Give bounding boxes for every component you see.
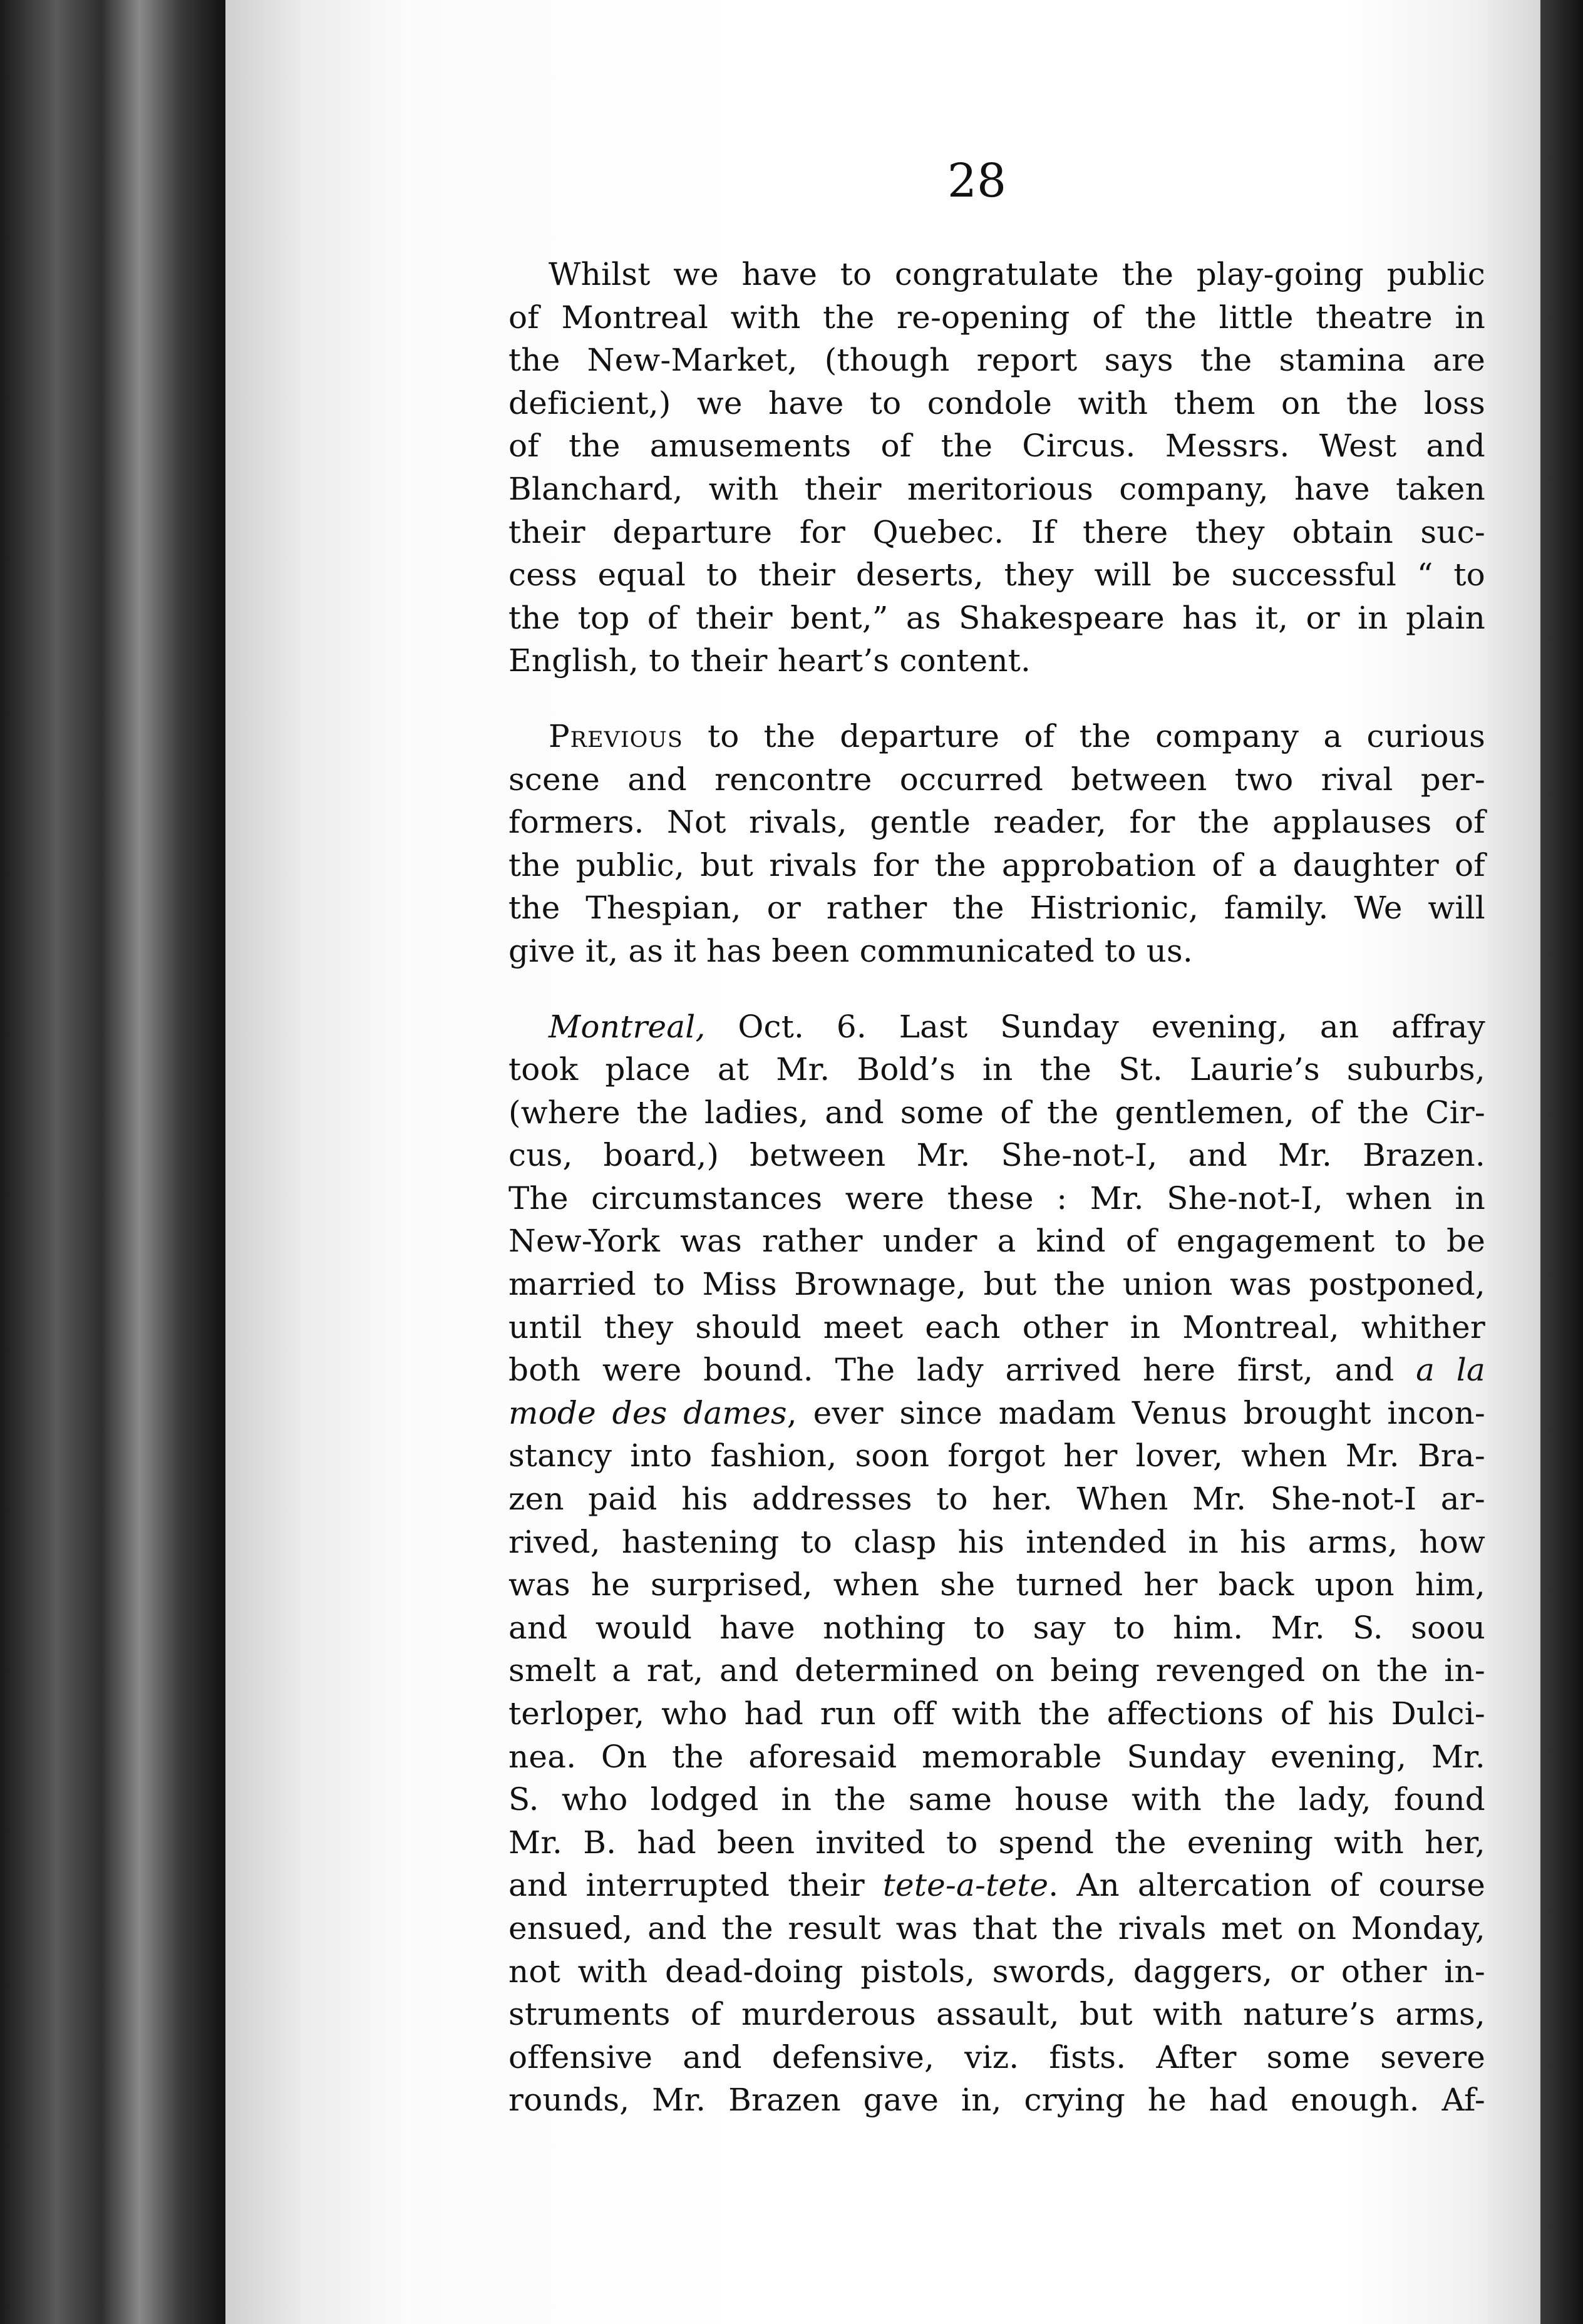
text-line: not with dead-doing pistols, swords, daggers, or other in- [508, 1953, 1485, 1990]
text-line [508, 1864, 1485, 1907]
text-run: . An altercation of course [1048, 1867, 1485, 1904]
text-line: of the amusements of the Circus. Messrs. West and [508, 428, 1485, 465]
text-line: took place at Mr. Bold’s in the St. Laurie’s suburbs, [508, 1051, 1485, 1088]
text-line: stancy into fashion, soon forgot her lover, when Mr. Bra- [508, 1437, 1485, 1474]
text-line: The circumstances were these : Mr. She-not-I, when in [508, 1180, 1485, 1216]
lead-word: Previous [549, 717, 683, 754]
text-line: S. who lodged in the same house with the lady, found [508, 1781, 1485, 1818]
text-line: deficient,) we have to condole with them on the loss [508, 384, 1485, 421]
text-line: Mr. B. had been invited to spend the evening with her, [508, 1824, 1485, 1861]
text-line: the Thespian, or rather the Histrionic, family. We will [508, 890, 1485, 927]
text-line: smelt a rat, and determined on being revenged on the in- [508, 1652, 1485, 1689]
text-line: cess equal to their deserts, they will be successful “ to [508, 557, 1485, 594]
text-line [508, 1005, 1485, 1049]
text-run: both were bound. The lady arrived here first, and [508, 1352, 1416, 1389]
text-line [508, 1349, 1485, 1392]
text-line: the top of their bent,” as Shakespeare has it, or in plain [508, 599, 1485, 636]
text-line: rived, hastening to clasp his intended in his arms, how [508, 1523, 1485, 1560]
text-line: of Montreal with the re-opening of the little theatre in [508, 299, 1485, 336]
text-line: nea. On the aforesaid memorable Sunday evening, Mr. [508, 1738, 1485, 1775]
text-line: scene and rencontre occurred between two rival per- [508, 761, 1485, 798]
text-line: Whilst we have to congratulate the play-going public [549, 256, 1485, 292]
text-line: the public, but rivals for the approbation of a daughter of [508, 846, 1485, 883]
italic-phrase: mode des dames [508, 1394, 787, 1431]
text-line: rounds, Mr. Brazen gave in, crying he had enough. Af- [508, 2082, 1485, 2119]
text-line: married to Miss Brownage, but the union was postponed, [508, 1266, 1485, 1303]
page-edge [1540, 0, 1583, 2324]
italic-phrase: tete-a-tete [882, 1867, 1049, 1904]
text-line: English, to their heart’s content. [508, 642, 1031, 679]
body-text [508, 253, 1485, 2122]
text-line: zen paid his addresses to her. When Mr. She-not-I ar- [508, 1481, 1485, 1518]
book-gutter [0, 0, 225, 2324]
text-line: and would have nothing to say to him. Mr. S. soou [508, 1609, 1485, 1646]
paragraph-3 [508, 1005, 1485, 2122]
paragraph-gap [508, 973, 1485, 1005]
text-line [508, 715, 1485, 758]
text-line: cus, board,) between Mr. She-not-I, and Mr. Brazen. [508, 1137, 1485, 1174]
text-line: formers. Not rivals, gentle reader, for the applauses of [508, 804, 1485, 841]
dateline-place: Montreal, [549, 1008, 706, 1045]
paragraph-gap [508, 682, 1485, 715]
text-run: , ever since madam Venus brought incon- [786, 1394, 1485, 1431]
text-line: Blanchard, with their meritorious company, have taken [508, 470, 1485, 507]
text-line: New-York was rather under a kind of engagement to be [508, 1223, 1485, 1260]
text-run: Oct. 6. Last Sunday evening, an affray [705, 1008, 1485, 1045]
text-line: offensive and defensive, viz. fists. After some severe [508, 2039, 1485, 2075]
paragraph-2 [508, 715, 1485, 973]
text-run: to the departure of the company a curious [683, 717, 1485, 754]
text-line: was he surprised, when she turned her back upon him, [508, 1566, 1485, 1603]
text-line: struments of murderous assault, but with nature’s arms, [508, 1996, 1485, 2033]
italic-phrase: a la [1416, 1352, 1485, 1389]
text-line [508, 1392, 1485, 1435]
text-line: their departure for Quebec. If there they obtain suc- [508, 513, 1485, 550]
text-line: until they should meet each other in Montreal, whither [508, 1309, 1485, 1345]
text-line: the New-Market, (though report says the stamina are [508, 342, 1485, 379]
text-line: (where the ladies, and some of the gentlemen, of the Cir- [508, 1094, 1485, 1131]
page-number: 28 [947, 154, 1007, 208]
text-run: and interrupted their [508, 1867, 883, 1904]
paragraph-1 [508, 253, 1485, 682]
text-line: give it, as it has been communicated to us. [508, 932, 1193, 969]
text-line: terloper, who had run off with the affections of his Dulci- [508, 1695, 1485, 1732]
text-line: ensued, and the result was that the rivals met on Monday, [508, 1910, 1485, 1946]
